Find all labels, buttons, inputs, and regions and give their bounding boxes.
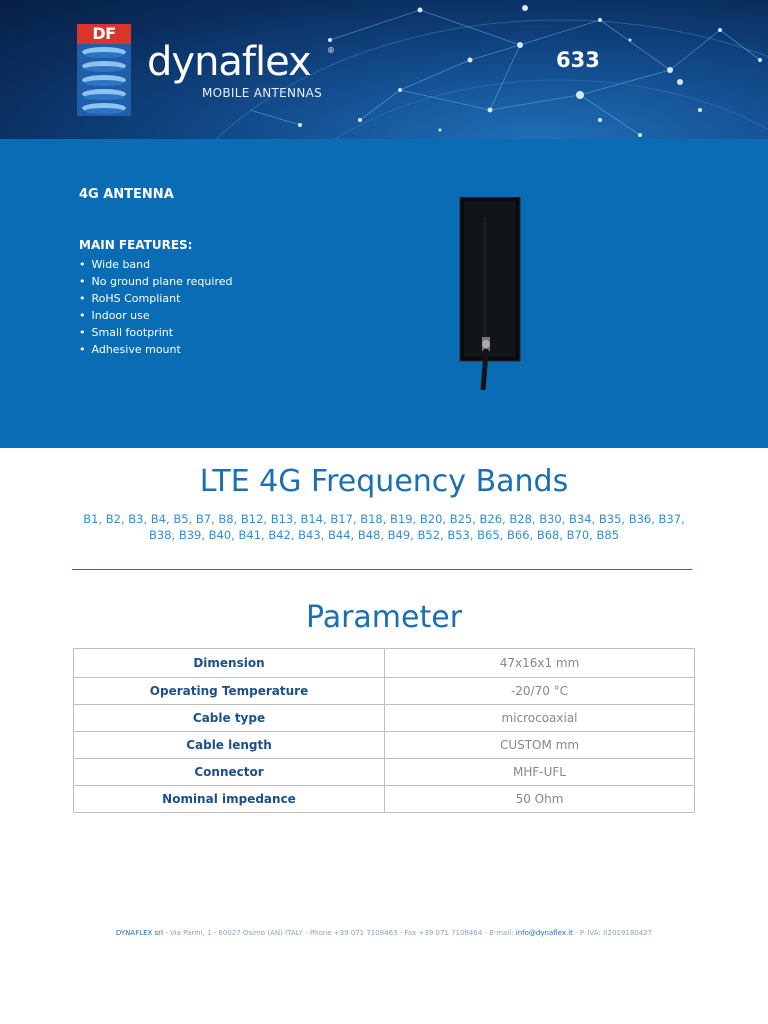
feature-item: • Indoor use xyxy=(79,307,232,324)
param-value: microcoaxial xyxy=(385,705,695,732)
table-row xyxy=(74,678,695,705)
parameter-table xyxy=(73,648,695,813)
table-row xyxy=(74,759,695,786)
param-value: MHF-UFL xyxy=(385,759,695,786)
param-value: -20/70 °C xyxy=(385,678,695,705)
table-row xyxy=(74,786,695,813)
antenna-product-image xyxy=(455,197,525,397)
bands-line: B38, B39, B40, B41, B42, B43, B44, B48, B49, B52, B53, B65, B66, B68, B70, B85 xyxy=(148,528,620,542)
param-name: Cable length xyxy=(74,732,385,759)
feature-item: • No ground plane required xyxy=(79,273,232,290)
feature-item: • Small footprint xyxy=(79,324,232,341)
feature-item: • Adhesive mount xyxy=(79,341,232,358)
product-type: 4G ANTENNA xyxy=(79,187,174,202)
coil-logo-icon xyxy=(77,44,131,116)
param-value: CUSTOM mm xyxy=(385,732,695,759)
registered-mark: ® xyxy=(327,46,335,55)
header-banner xyxy=(0,0,768,139)
param-name: Cable type xyxy=(74,705,385,732)
param-name: Operating Temperature xyxy=(74,678,385,705)
footer-contact xyxy=(0,929,768,937)
param-name: Nominal impedance xyxy=(74,786,385,813)
model-number: 633 xyxy=(556,48,600,72)
features-list xyxy=(79,256,232,358)
bands-title: LTE 4G Frequency Bands xyxy=(199,464,569,499)
bands-list xyxy=(74,511,694,543)
footer-company: DYNAFLEX srl xyxy=(115,929,164,937)
table-row xyxy=(74,649,695,678)
footer-address: - Via Parini, 1 - 60027 Osimo (AN) ITALY - Phone +39 071 7108463 - Fax +39 071 7108464 - E-mail: xyxy=(163,929,516,937)
parameter-title: Parameter xyxy=(305,600,463,635)
logo-badge: DF xyxy=(77,24,131,44)
table-row xyxy=(74,732,695,759)
footer-email-link[interactable]: info@dynaflex.it xyxy=(515,929,573,937)
brand-name: dynaflex xyxy=(147,39,311,85)
footer-vat: - P. IVA: 02019180427 xyxy=(572,929,653,937)
param-value: 50 Ohm xyxy=(385,786,695,813)
brand-tagline: MOBILE ANTENNAS xyxy=(202,86,323,100)
param-name: Dimension xyxy=(74,649,385,678)
section-divider xyxy=(72,569,692,570)
param-value: 47x16x1 mm xyxy=(385,649,695,678)
product-hero xyxy=(0,139,768,448)
features-title: MAIN FEATURES: xyxy=(79,238,193,252)
param-name: Connector xyxy=(74,759,385,786)
feature-item: • RoHS Compliant xyxy=(79,290,232,307)
feature-item: • Wide band xyxy=(79,256,232,273)
company-logo xyxy=(77,24,131,116)
table-row xyxy=(74,705,695,732)
bands-line: B1, B2, B3, B4, B5, B7, B8, B12, B13, B14, B17, B18, B19, B20, B25, B26, B28, B30, B34, B35, B36, B37, xyxy=(83,512,685,526)
